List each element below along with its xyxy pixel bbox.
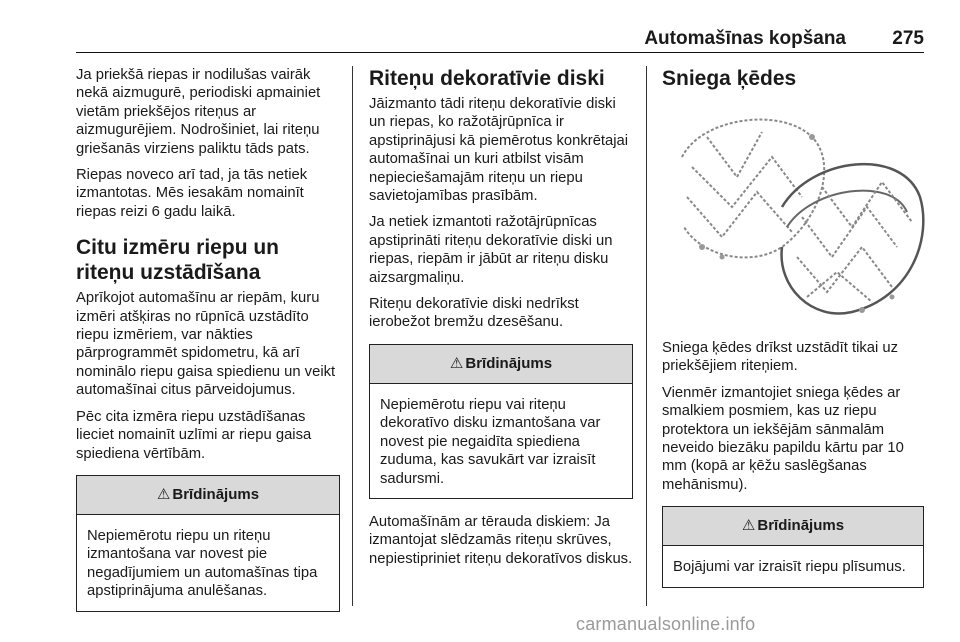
- warning-box: [76, 475, 340, 612]
- warning-header: [663, 507, 923, 546]
- warning-box: [369, 344, 633, 499]
- paragraph: Pēc cita izmēra riepu uzstādīšanas lieciet nomainīt uzlīmi ar riepu gaisa spiediena vērtībām.: [76, 408, 312, 462]
- paragraph: Aprīkojot automašīnu ar riepām, kuru izmēri atšķiras no rūpnīcā uzstādīto riepu izmēriem, var nākties pārprogrammēt spidometru, kā arī nominālo riepu gaisa spiedienu un veikt automašīnai citus pārveidojumus.: [76, 290, 336, 399]
- section-title: Automašīnas kopšana: [644, 28, 846, 49]
- section-heading: Riteņu dekoratīvie diski: [369, 67, 605, 90]
- snow-chain-illustration-icon: [662, 97, 932, 321]
- paragraph: Vienmēr izmantojiet sniega ķēdes ar smalkiem posmiem, kas uz riepu protektora un iekšējām sānmalām neveido biezāku papildu kārtu par 10 mm (kopā ar ķēžu saslēgšanas mehānismu).: [662, 384, 904, 493]
- warning-text: Nepiemērotu riepu un riteņu izmantošana var novest pie negadījumiem un automašīnas tipa apstiprinājuma anulēšanas.: [87, 527, 318, 600]
- warning-title: Brīdinājums: [465, 354, 553, 372]
- column-divider-1: [352, 66, 353, 606]
- paragraph: Automašīnām ar tērauda diskiem: Ja izmantojat slēdzamās riteņu skrūves, nepiestipriniet riteņu dekoratīvos diskus.: [369, 513, 633, 567]
- paragraph: Riteņu dekoratīvie diski nedrīkst ierobežot bremžu dzesēšanu.: [369, 296, 579, 331]
- paragraph: Ja priekšā riepas ir nodilušas vairāk nekā aizmugurē, periodiski apmainiet vietām priekšējos riteņus ar aizmugurējiem. Nodrošiniet, lai riteņu griešanās virziens paliktu tāds pats.: [76, 67, 321, 157]
- warning-text: Bojājumi var izraisīt riepu plīsumus.: [673, 559, 906, 576]
- warning-header: [370, 345, 632, 384]
- column-3: [662, 66, 924, 588]
- warning-title: Brīdinājums: [172, 485, 260, 503]
- warning-triangle-icon: ⚠: [449, 354, 464, 372]
- column-divider-2: [646, 66, 647, 606]
- paragraph: Ja netiek izmantoti ražotājrūpnīcas apstiprināti riteņu dekoratīvie diski un riepas, riepām ir jābūt ar riteņu disku aizsargmaliņu.: [369, 214, 613, 286]
- column-1: [76, 66, 340, 612]
- paragraph: Jāizmanto tādi riteņu dekoratīvie diski un riepas, ko ražotājrūpnīca ir apstiprinājusi kā piemērotus konkrētajai automašīnai un kuri atbilst visām nepieciešamajām riteņu un riepu savietojamības prasībām.: [369, 96, 629, 205]
- paragraph: Riepas noveco arī tad, ja tās netiek izmantotas. Mēs iesakām nomainīt riepas reizi 6 gadu laikā.: [76, 167, 308, 220]
- section-heading: Sniega ķēdes: [662, 67, 797, 90]
- warning-triangle-icon: ⚠: [156, 485, 171, 503]
- page-number: 275: [892, 28, 924, 49]
- warning-box: [662, 506, 924, 587]
- warning-text: Nepiemērotu riepu vai riteņu dekoratīvo disku izmantošana var novest pie negaidīta spiediena zuduma, kas savukārt var izraisīt sadursmi.: [380, 396, 601, 487]
- page-header: [76, 28, 924, 53]
- section-heading: Citu izmēru riepu un riteņu uzstādīšana: [76, 236, 280, 285]
- warning-header: [77, 476, 339, 515]
- watermark-text: carmanualsonline.info: [576, 614, 756, 634]
- column-2: [369, 66, 633, 576]
- warning-triangle-icon: ⚠: [741, 517, 756, 535]
- warning-title: Brīdinājums: [757, 517, 845, 535]
- paragraph: Sniega ķēdes drīkst uzstādīt tikai uz priekšējiem riteņiem.: [662, 340, 899, 375]
